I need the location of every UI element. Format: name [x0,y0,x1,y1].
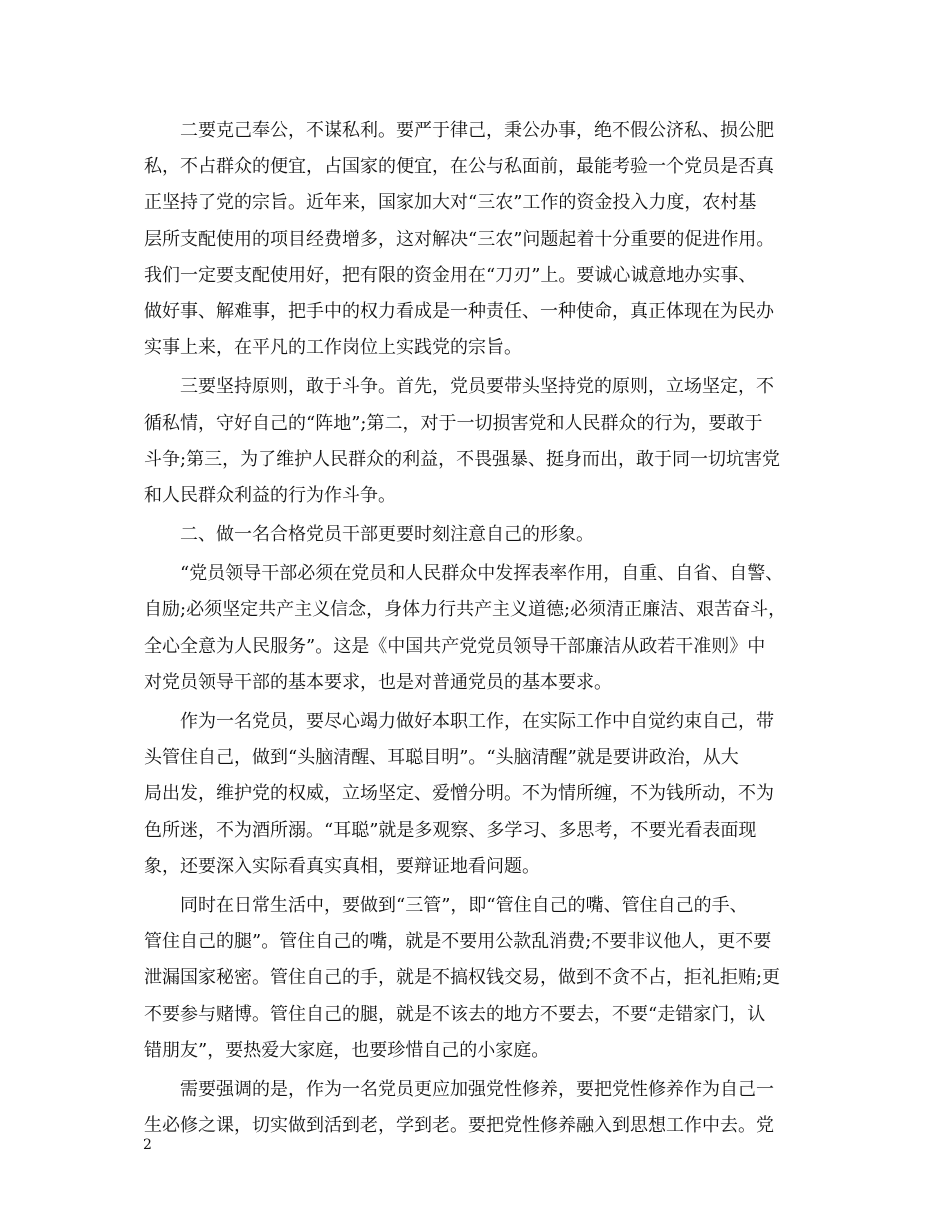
paragraph [144,113,820,366]
text-line: 管住自己的腿”。管住自己的嘴，就是不要用公款乱消费;不要非议他人，更不要 [144,931,772,953]
text-line: 同时在日常生活中，要做到“三管”，即“管住自己的嘴、管住自己的手、 [144,894,748,916]
text-line: 不要参与赌博。管住自己的腿，就是不该去的地方不要去，不要“走错家门，认 [144,1003,766,1025]
text-line: 做好事、解难事，把手中的权力看成是一种责任、一种使命，真正体现在为民办 [144,300,774,322]
text-line: 错朋友”，要热爱大家庭，也要珍惜自己的小家庭。 [144,1039,550,1061]
paragraph [144,556,820,701]
text-line: 自励;必须坚定共产主义信念，身体力行共产主义道德;必须清正廉洁、艰苦奋斗， [144,599,787,621]
paragraph [144,1072,820,1144]
text-line: 我们一定要支配使用好，把有限的资金用在“刀刃”上。要诚心诚意地办实事、 [144,264,757,286]
text-line: 私，不占群众的便宜，占国家的便宜，在公与私面前，最能考验一个党员是否真 [144,156,774,178]
text-line: 色所迷，不为酒所溺。“耳聪”就是多观察、多学习、多思考，不要光看表面现 [144,819,757,841]
text-line: 全心全意为人民服务”。这是《中国共产党党员领导干部廉洁从政若干准则》中 [144,635,766,657]
text-line: 正坚持了党的宗旨。近年来，国家加大对“三农”工作的资金投入力度，农村基 [144,192,757,214]
text-line: 实事上来，在平凡的工作岗位上实践党的宗旨。 [144,337,522,359]
text-line: 循私情，守好自己的“阵地”;第二，对于一切损害党和人民群众的行为，要敢于 [144,412,763,434]
text-line: “党员领导干部必须在党员和人民群众中发挥表率作用，自重、自省、自警、 [144,563,784,585]
text-line: 斗争;第三，为了维护人民群众的利益，不畏强暴、挺身而出，敢于同一切坑害党 [144,448,781,470]
paragraph [144,369,820,514]
paragraph [144,704,820,885]
paragraph [144,517,820,553]
text-line: 二、做一名合格党员干部更要时刻注意自己的形象。 [144,524,594,546]
text-line: 作为一名党员，要尽心竭力做好本职工作，在实际工作中自觉约束自己，带 [144,711,774,732]
text-line: 泄漏国家秘密。管住自己的手，就是不搞权钱交易，做到不贪不占，拒礼拒贿;更 [144,967,781,989]
text-line: 需要强调的是，作为一名党员更应加强党性修养，要把党性修养作为自己一 [144,1078,774,1100]
text-line: 对党员领导干部的基本要求，也是对普通党员的基本要求。 [144,671,612,693]
page-number: 2 [143,1137,152,1153]
text-line: 象，还要深入实际看真实真相，要辩证地看问题。 [144,855,540,877]
text-line: 层所支配使用的项目经费增多，这对解决“三农”问题起着十分重要的促进作用。 [144,228,775,250]
paragraph [144,888,820,1069]
text-line: 生必修之课，切实做到活到老，学到老。要把党性修养融入到思想工作中去。党 [144,1115,774,1137]
text-line: 和人民群众利益的行为作斗争。 [144,484,396,506]
document-body [144,113,820,1144]
text-line: 头管住自己，做到“头脑清醒、耳聪目明”。“头脑清醒”就是要讲政治，从大 [144,747,739,769]
text-line: 三要坚持原则，敢于斗争。首先，党员要带头坚持党的原则，立场坚定，不 [144,376,774,398]
text-line: 二要克己奉公，不谋私利。要严于律己，秉公办事，绝不假公济私、损公肥 [144,120,774,141]
text-line: 局出发，维护党的权威，立场坚定、爱憎分明。不为情所缠，不为钱所动，不为 [144,783,774,805]
